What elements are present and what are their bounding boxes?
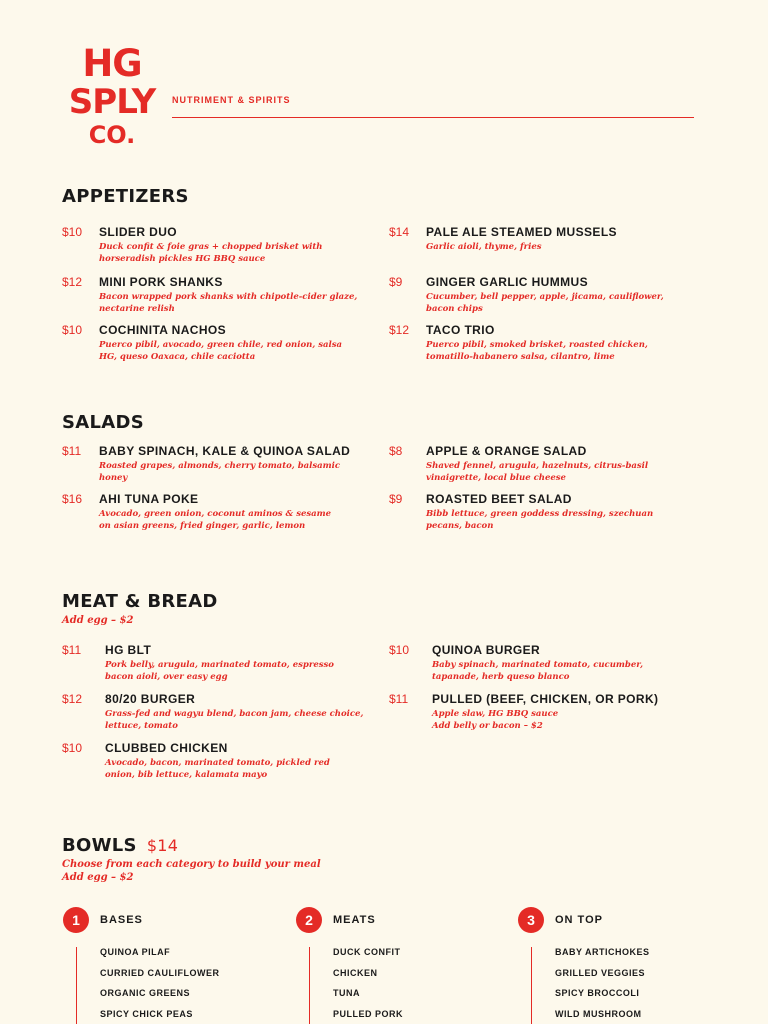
list-item: GRILLED VEGGIES	[555, 967, 646, 978]
item-description: Baby spinach, marinated tomato, cucumber, tapanade, herb queso blanco	[432, 660, 644, 682]
appetizers-title: APPETIZERS	[62, 186, 189, 207]
list-item: BABY ARTICHOKES	[555, 947, 650, 957]
item-description: Duck confit & foie gras + chopped brisket with horseradish pickles HG BBQ sauce	[99, 242, 323, 264]
category-title: MEATS	[333, 914, 376, 926]
item-description: Avocado, bacon, marinated tomato, pickled red onion, bib lettuce, kalamata mayo	[105, 758, 330, 780]
list-item: QUINOA PILAF	[100, 947, 171, 957]
item-description: Cucumber, bell pepper, apple, jicama, cauliflower, bacon chips	[426, 292, 664, 314]
item-price: $12	[389, 323, 410, 337]
item-name: 80/20 BURGER	[105, 692, 196, 706]
item-price: $11	[62, 444, 82, 458]
category-divider-line	[531, 947, 532, 1024]
list-item: PULLED PORK	[333, 1008, 404, 1019]
category-divider-line	[309, 947, 310, 1024]
list-item: SPICY BROCCOLI	[555, 988, 640, 998]
item-price: $9	[389, 275, 403, 289]
item-name: APPLE & ORANGE SALAD	[426, 444, 587, 458]
item-description: Grass-fed and wagyu blend, bacon jam, cheese choice, lettuce, tomato	[105, 709, 364, 731]
item-price: $10	[389, 643, 410, 657]
item-name: MINI PORK SHANKS	[99, 275, 223, 289]
category-title: BASES	[100, 914, 143, 926]
item-description: Bacon wrapped pork shanks with chipotle-cider glaze, nectarine relish	[99, 292, 358, 314]
appetizers-section-title	[62, 186, 189, 207]
item-description: Pork belly, arugula, marinated tomato, espresso bacon aioli, over easy egg	[105, 660, 334, 682]
item-name: PULLED (BEEF, CHICKEN, OR PORK)	[432, 692, 659, 706]
category-divider-line	[76, 947, 77, 1024]
item-price: $11	[389, 692, 409, 706]
item-description: Bibb lettuce, green goddess dressing, szechuan pecans, bacon	[426, 509, 654, 531]
item-addon-note: Add belly or bacon – $2	[432, 721, 543, 731]
category-list	[100, 947, 220, 1024]
bowls-title-row	[62, 835, 321, 856]
item-price: $12	[62, 275, 83, 289]
item-name: AHI TUNA POKE	[99, 492, 199, 506]
category-number-badge: 2	[296, 907, 322, 933]
brand-logo	[62, 44, 162, 150]
item-description: Garlic aioli, thyme, fries	[426, 242, 542, 252]
item-price: $14	[389, 225, 410, 239]
item-description: Avocado, green onion, coconut aminos & sesame on asian greens, fried ginger, garlic, lemon	[99, 509, 332, 531]
item-description: Apple slaw, HG BBQ sauce	[432, 709, 559, 719]
brand-logo-line3: CO.	[88, 121, 136, 149]
meat-bread-title: MEAT & BREAD	[62, 591, 218, 612]
brand-logo-line2: SPLY	[68, 82, 156, 122]
bowls-title: BOWLS	[62, 835, 137, 856]
item-price: $10	[62, 741, 83, 755]
salads-title: SALADS	[62, 412, 145, 433]
list-item: ORGANIC GREENS	[100, 988, 191, 998]
category-list	[555, 947, 650, 1024]
item-price: $9	[389, 492, 403, 506]
meat-bread-section-header	[62, 591, 218, 626]
item-description: Shaved fennel, arugula, hazelnuts, citrus-basil vinaigrette, local blue cheese	[426, 461, 649, 483]
brand-logo-line1: HG	[82, 42, 142, 85]
list-item: TUNA	[333, 988, 360, 998]
item-name: HG BLT	[105, 643, 152, 657]
item-price: $16	[62, 492, 83, 506]
category-list	[333, 947, 403, 1024]
item-price: $10	[62, 225, 83, 239]
bowls-egg-note: Add egg – $2	[62, 872, 134, 883]
item-name: BABY SPINACH, KALE & QUINOA SALAD	[99, 444, 351, 458]
brand-tagline: NUTRIMENT & SPIRITS	[172, 95, 291, 105]
item-name: TACO TRIO	[426, 323, 495, 337]
bowls-price: $14	[146, 836, 179, 855]
category-number-badge: 1	[63, 907, 89, 933]
item-name: CLUBBED CHICKEN	[105, 741, 228, 755]
item-name: SLIDER DUO	[99, 225, 178, 239]
item-price: $10	[62, 323, 83, 337]
category-title: ON TOP	[555, 914, 603, 926]
item-price: $8	[389, 444, 403, 458]
item-name: QUINOA BURGER	[432, 643, 541, 657]
item-name: GINGER GARLIC HUMMUS	[426, 275, 588, 289]
list-item: WILD MUSHROOM	[555, 1008, 642, 1019]
meat-bread-note: Add egg – $2	[62, 615, 134, 626]
bowls-note: Choose from each category to build your meal	[62, 859, 321, 870]
category-number-badge: 3	[518, 907, 544, 933]
item-price: $12	[62, 692, 83, 706]
list-item: DUCK CONFIT	[333, 947, 401, 957]
item-name: COCHINITA NACHOS	[99, 323, 227, 337]
list-item: SPICY CHICK PEAS	[100, 1008, 193, 1019]
item-description: Puerco pibil, avocado, green chile, red onion, salsa HG, queso Oaxaca, chile caciotta	[99, 340, 343, 362]
item-description: Puerco pibil, smoked brisket, roasted chicken, tomatillo-habanero salsa, cilantro, lime	[426, 340, 648, 362]
header-divider	[172, 117, 694, 118]
item-price: $11	[62, 643, 82, 657]
item-name: ROASTED BEET SALAD	[426, 492, 572, 506]
bowls-section-header	[62, 835, 321, 883]
item-name: PALE ALE STEAMED MUSSELS	[426, 225, 617, 239]
list-item: CHICKEN	[333, 967, 378, 978]
salads-section-title	[62, 412, 144, 433]
list-item: CURRIED CAULIFLOWER	[100, 967, 220, 978]
item-description: Roasted grapes, almonds, cherry tomato, balsamic honey	[99, 461, 341, 483]
